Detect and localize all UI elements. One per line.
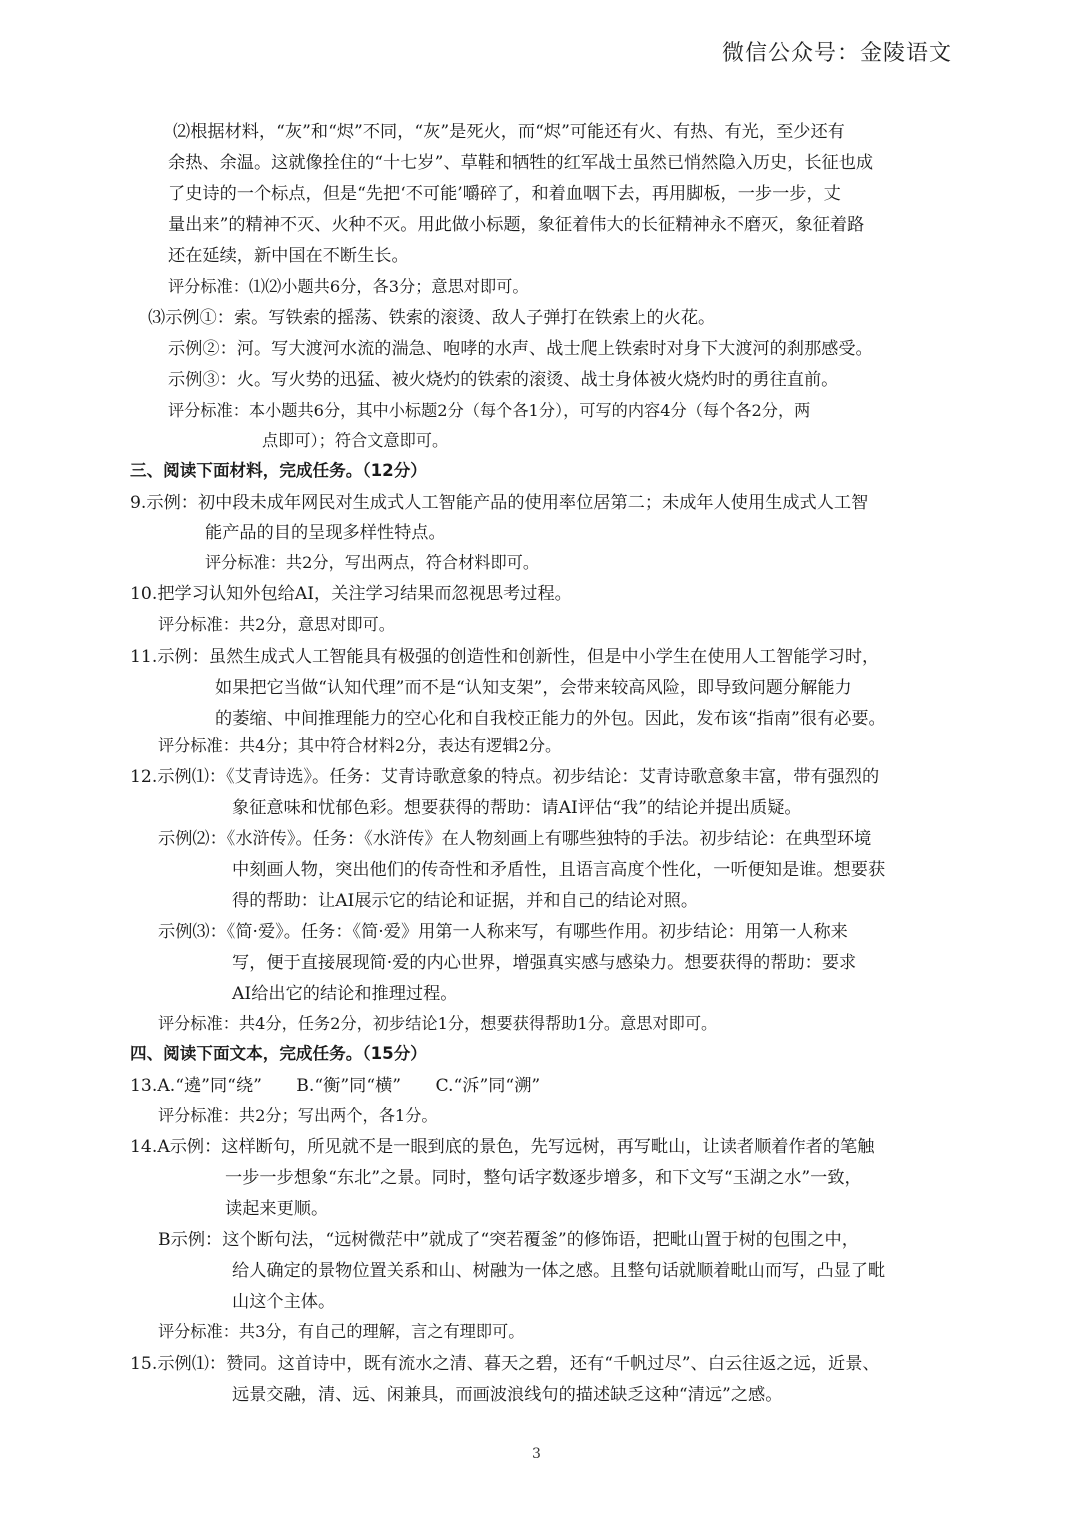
- text-line: 山这个主体。: [232, 1292, 336, 1312]
- text-line: 余热、余温。这就像拴住的“十七岁”、草鞋和牺牲的红军战士虽然已悄然隐入历史，长征也成: [168, 153, 874, 173]
- text-line: 的萎缩、中间推理能力的空心化和自我校正能力的外包。因此，发布该“指南”很有必要。: [215, 709, 886, 729]
- text-line: 能产品的目的呈现多样性特点。: [205, 523, 446, 543]
- text-line: 14.A示例：这样断句，所见就不是一眼到底的景色，先写远树，再写毗山，让读者顺着作者的笔触: [130, 1137, 875, 1157]
- text-line: AI给出它的结论和推理过程。: [232, 984, 458, 1004]
- watermark-title: 微信公众号：金陵语文: [721, 41, 952, 66]
- scoring-note: 评分标准：本小题共6分，其中小标题2分（每个各1分），可写的内容4分（每个各2分，两: [168, 401, 811, 420]
- text-line: 得的帮助：让AI展示它的结论和证据，并和自己的结论对照。: [232, 891, 699, 911]
- text-line: 示例③：火。写火势的迅猛、被火烧灼的铁索的滚烫、战士身体被火烧灼时的勇往直前。: [168, 370, 839, 390]
- text-line: 11.示例：虽然生成式人工智能具有极强的创造性和创新性，但是中小学生在使用人工智能学习时，: [130, 647, 880, 667]
- text-line: 了史诗的一个标点，但是“先把‘不可能’嚼碎了，和着血咽下去，再用脚板，一步一步，丈: [168, 184, 841, 204]
- text-line: 给人确定的景物位置关系和山、树融为一体之感。且整句话就顺着毗山而写，凸显了毗: [232, 1261, 886, 1281]
- text-line: B示例：这个断句法，“远树微茫中”就成了“突若覆釜”的修饰语，把毗山置于树的包围之中，: [158, 1230, 859, 1250]
- text-line: ⑵根据材料，“灰”和“烬”不同，“灰”是死火，而“烬”可能还有火、有热、有光，至少还有: [173, 122, 845, 142]
- scoring-note: 评分标准：共4分；其中符合材料2分，表达有逻辑2分。: [158, 736, 562, 755]
- section-heading: 四、阅读下面文本，完成任务。（15分）: [130, 1044, 427, 1063]
- section-heading: 三、阅读下面材料，完成任务。（12分）: [130, 461, 427, 480]
- scoring-note: 评分标准：共2分，意思对即可。: [158, 615, 395, 634]
- text-line: 示例⑵：《水浒传》。任务：《水浒传》在人物刻画上有哪些独特的手法。初步结论：在典型环境: [158, 829, 872, 849]
- text-line: 示例⑶：《简·爱》。任务：《简·爱》用第一人称来写，有哪些作用。初步结论：用第一人称来: [158, 922, 848, 942]
- text-line: 13.A.“遶”同“绕” B.“衡”同“横” C.“泝”同“溯”: [130, 1076, 541, 1096]
- text-line: ⑶示例①：索。写铁索的摇荡、铁索的滚烫、敌人子弹打在铁索上的火花。: [148, 308, 716, 328]
- text-line: 9.示例：初中段未成年网民对生成式人工智能产品的使用率位居第二；未成年人使用生成式人工智: [130, 493, 869, 513]
- scoring-note: 评分标准：共2分，写出两点，符合材料即可。: [205, 553, 540, 572]
- text-line: 示例②：河。写大渡河水流的湍急、咆哮的水声、战士爬上铁索时对身下大渡河的刹那感受。: [168, 339, 873, 359]
- text-line: 读起来更顺。: [225, 1199, 329, 1219]
- text-line: 中刻画人物，突出他们的传奇性和矛盾性，且语言高度个性化，一听便知是谁。想要获: [232, 860, 886, 880]
- text-line: 还在延续，新中国在不断生长。: [168, 246, 409, 266]
- scoring-note: 评分标准：⑴⑵小题共6分，各3分；意思对即可。: [168, 277, 529, 296]
- text-line: 象征意味和忧郁色彩。想要获得的帮助：请AI评估“我”的结论并提出质疑。: [232, 798, 802, 818]
- scoring-note: 评分标准：共3分，有自己的理解，言之有理即可。: [158, 1322, 525, 1341]
- text-line: 如果把它当做“认知代理”而不是“认知支架”，会带来较高风险，即导致问题分解能力: [215, 678, 852, 698]
- text-line: 量出来”的精神不灭、火种不灭。用此做小标题，象征着伟大的长征精神永不磨灭，象征着路: [168, 215, 865, 235]
- scoring-note: 评分标准：共2分；写出两个，各1分。: [158, 1106, 438, 1125]
- text-line: 一步一步想象“东北”之景。同时，整句话字数逐步增多，和下文写“玉湖之水”一致，: [225, 1168, 862, 1188]
- scoring-note: 点即可）；符合文意即可。: [262, 431, 449, 450]
- page-number: 3: [532, 1446, 541, 1462]
- scoring-note: 评分标准：共4分，任务2分，初步结论1分，想要获得帮助1分。意思对即可。: [158, 1014, 718, 1033]
- text-line: 12.示例⑴：《艾青诗选》。任务：艾青诗歌意象的特点。初步结论：艾青诗歌意象丰富，带有强烈的: [130, 767, 880, 787]
- text-line: 远景交融，清、远、闲兼具，而画波浪线句的描述缺乏这种“清远”之感。: [232, 1385, 783, 1405]
- text-line: 写，便于直接展现简·爱的内心世界，增强真实感与感染力。想要获得的帮助：要求: [232, 953, 857, 973]
- text-line: 15.示例⑴：赞同。这首诗中，既有流水之清、暮天之碧，还有“千帆过尽”、白云往返之远，近景、: [130, 1354, 880, 1374]
- text-line: 10.把学习认知外包给AI，关注学习结果而忽视思考过程。: [130, 584, 572, 604]
